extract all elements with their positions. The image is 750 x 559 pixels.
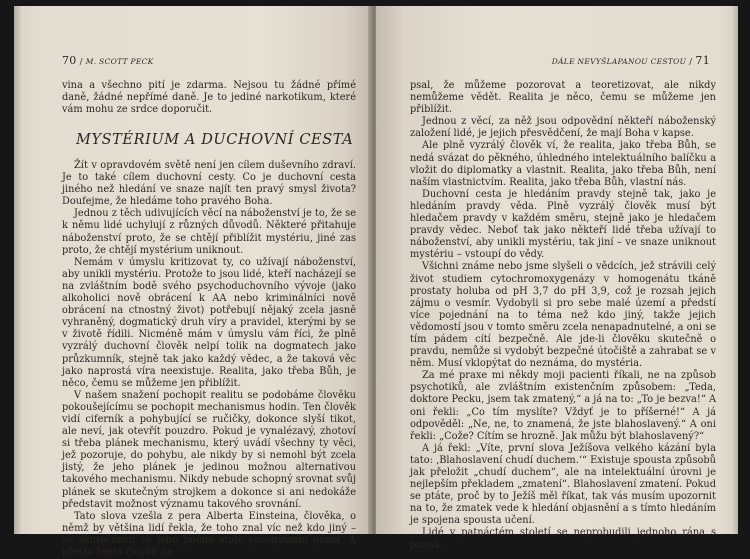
paragraph: psal, že můžeme pozorovat a teoretizovat, ale nikdy nemůžeme vědět. Realita je něco, čemu se můžeme jen přiblížit.: [410, 80, 716, 116]
paragraph: Duchovní cesta je hledáním pravdy stejně tak, jako je hledáním pravdy věda. Plně vyzrálý člověk musí být hledačem pravdy v každém směru, stejně jako je hledačem pravdy vědec. Neboť tak jako někteří lidé třeba užívají to náboženství, aby unikli mystériu, tak jiní – ve snaze uniknout mystériu – vstoupí do vědy.: [410, 188, 716, 261]
section-heading: MYSTÉRIUM A DUCHOVNÍ CESTA: [76, 132, 354, 148]
left-page-number: 70: [62, 54, 77, 67]
paragraph: Žít v opravdovém světě není jen cílem duševního zdraví. Je to také cílem duchovní cesty. Co je duchovní cesta jiného než hledání ve snaze najít ten pravý smysl života? Doufejme, že hledáme toho pravého Boha.: [62, 160, 356, 208]
page-edge-shadow: [732, 6, 738, 534]
right-page: [376, 6, 738, 551]
paragraph: Ale plně vyzrálý člověk ví, že realita, jako třeba Bůh, se nedá svázat do pěkného, úhledného intelektuálního balíčku a vložit do diplomatky a vlastnit. Realita, jako třeba Bůh, není naším vlastnictvím. Realita, jako třeba Bůh, vlastní nás.: [410, 140, 716, 188]
right-body-text: [410, 80, 716, 552]
running-head-author: M. SCOTT PECK: [85, 57, 154, 66]
paragraph: Lidé v patnáctém století se neprobudili jednoho rána s pozná-: [410, 527, 716, 551]
paragraph: Tato slova vzešla z pera Alberta Einsteina, člověka, o němž by většina lidí řekla, že toho znal víc než kdo jiný – ve skutečnosti se jeho jméno stalo synonymem génia. A přesto tento člověk na-: [62, 510, 356, 558]
right-running-head: [552, 54, 710, 67]
running-head-separator: /: [79, 57, 86, 67]
intro-paragraph: vina a všechno pití je zdarma. Nejsou tu žádné přímé daně, žádné nepřímé daně. Je to jediné narkotikum, které vám mohu ze srdce doporučit.: [62, 80, 356, 116]
paragraph: Za mé praxe mi někdy moji pacienti říkali, ne na způsob psychotiků, ale zvláštním existenčním způsobem: „Teda, doktore Pecku, jsem tak zmatený,“ a já na to: „To je bezva!“ A oni řekli: „Co tím myslíte? Vždyť je to příšerné!“ A já odpověděl: „Ne, ne, to znamená, že jste blahoslavený.“ A oni řekli: „Cože? Cítím se hrozně. Jak můžu být blahoslavený?“: [410, 370, 717, 442]
paragraph: V našem snažení pochopit realitu se podobáme člověku pokoušejícímu se pochopit mechanismus hodin. Ten člověk vidí ciferník a pohybující se ručičky, dokonce slyší tikot, ale neví, jak otevřít pouzdro. Pokud je vynalézavý, zhotoví si třeba plánek mechanismu, který uvádí všechny ty věci, jež pozoruje, do pohybu, ale nikdy by si nemohl být zcela jistý, že jeho plánek je jedinou možnou alternativou takového mechanismu. Nikdy nebude schopný srovnat svůj plánek se skutečným strojkem a dokonce si ani nedokáže představit možnost významu takového srovnání.: [62, 389, 356, 510]
open-book: [14, 6, 738, 558]
left-running-head: [62, 54, 154, 67]
running-head-separator: /: [689, 57, 696, 67]
paragraph: Jednou z těch udivujících věcí na náboženství je to, že se k němu lidé uchylují z různých důvodů. Některé přitahuje náboženství proto, že se chtějí přiblížit mystériu, jiné zas proto, že chtějí mystérium uniknout.: [62, 208, 356, 256]
left-intro-block: [62, 80, 356, 116]
paragraph: Jednou z věcí, za něž jsou odpovědní někteří náboženský založení lidé, je jejich přesvědčení, že mají Boha v kapse.: [410, 116, 716, 140]
left-page: [14, 6, 372, 558]
paragraph: Nemám v úmyslu kritizovat ty, co užívají náboženství, aby unikli mystériu. Protože to jsou lidé, kteří nacházejí se na zvláštním bodě svého psychoduchovního vývoje (jako alkoholici nově obrácení k AA nebo kriminálníci nově obrácení na ctnostný život) potřebují nějaký zcela jasně vyhraněný, dogmatický druh víry a pravidel, kterými by se v životě řídili. Nicméně mám v úmyslu vám říci, že plně vyzrálý duchovní člověk nelpí tolik na dogmatech jako průzkumník, stejně tak jako každý vědec, a že taková věc jako naprostá víra neexistuje. Realita, jako třeba Bůh, je něco, čemu se můžeme jen přiblížit.: [62, 256, 356, 389]
right-page-number: 71: [695, 54, 710, 67]
paragraph: Všichni známe nebo jsme slyšeli o vědcích, jež strávili celý život studiem cytochromoxygenázy v homogenátu tkáně prostaty holuba od pH 3,7 do pH 3,9, což je rozsah jejich zájmu o vesmír. Vydobyli si pro sebe malé území a předstí více pojednání na to téma než kdo jiný, takže jejich vědomostí jsou v tomto směru zcela nenapadnutelné, a oni se tím pádem cítí bezpečně. Ale jde-li člověku skutečně o pravdu, nemůže si vydobýt bezpečné útočiště a zahrabat se v něm. Musí vklopýtat do neznáma, do mystéria.: [410, 261, 716, 370]
left-body-text: [62, 160, 356, 559]
running-head-title: DÁLE NEVYŠLAPANOU CESTOU: [551, 57, 687, 66]
paragraph: A já řekl: „Víte, první slova Ježíšova velkého kázání byla tato: ‚Blahoslavení chudí duchem.‘“ Existuje spousta způsobů jak přeložit „chudí duchem“, ale na intelektuální úrovni je nejlepším překladem „zmatení“. Blahoslavení zmatení. Pokud se ptáte, proč by to Ježíš měl říkat, tak vás musím upozornit na to, že zmatek vede k hledání objasnění a s tímto hledáním je spojena spousta učení.: [410, 442, 716, 527]
page-edge-shadow: [14, 6, 22, 534]
